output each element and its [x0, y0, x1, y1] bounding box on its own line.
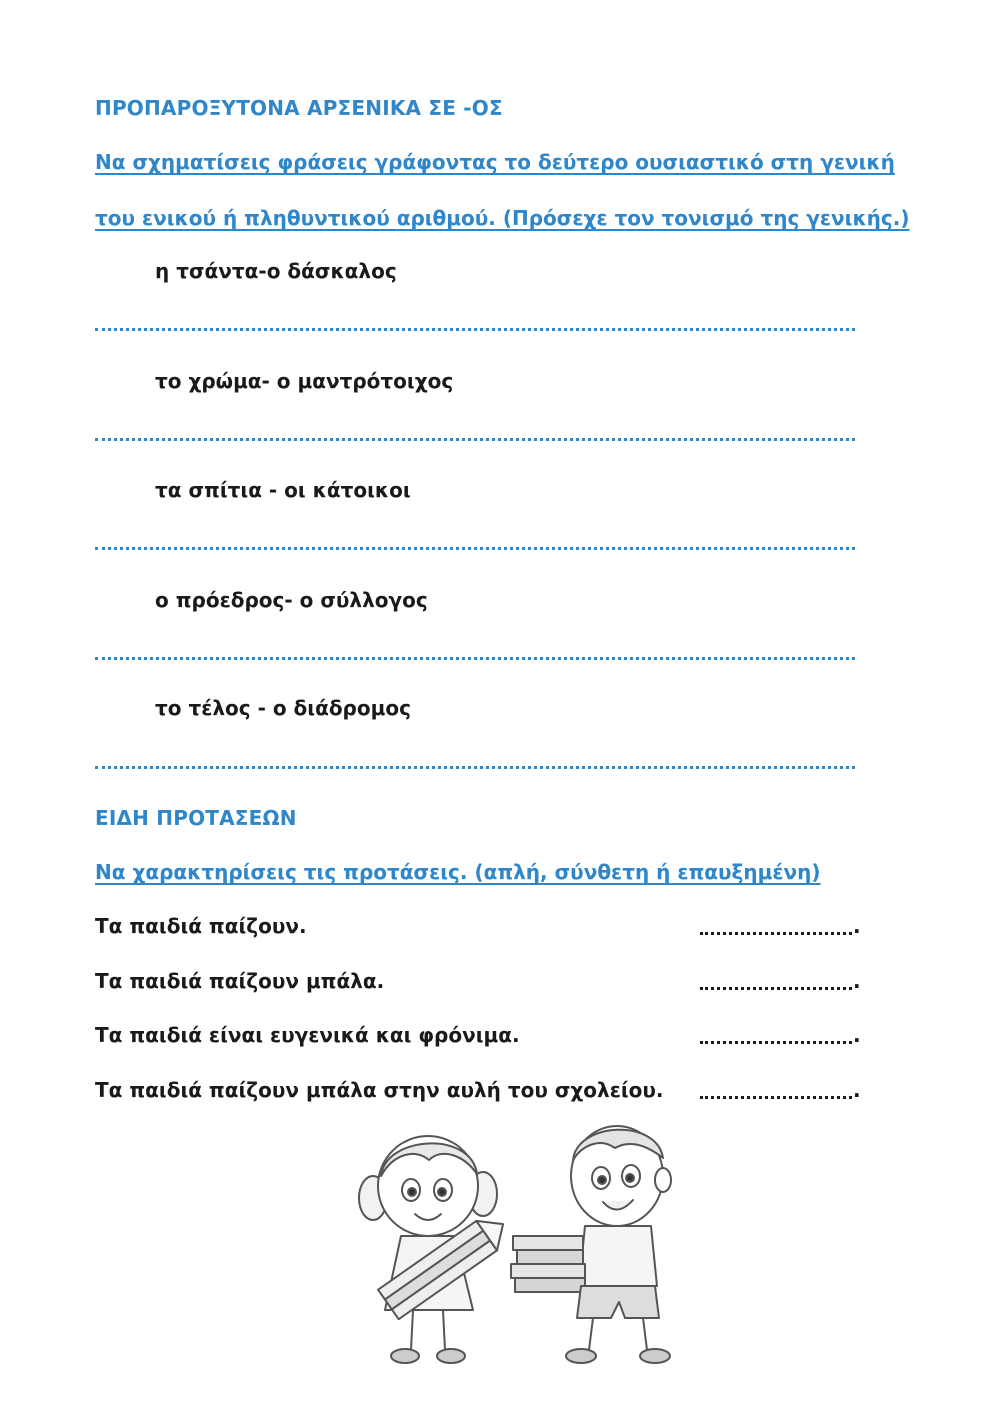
- blank-period-4: .: [853, 1078, 861, 1102]
- answer-line-2[interactable]: [95, 436, 855, 441]
- school-children-illustration: [345, 1118, 705, 1373]
- classification-blank-4[interactable]: [700, 1094, 852, 1099]
- classification-blank-3[interactable]: [700, 1039, 852, 1044]
- phrase-pair-2: το χρώμα- ο μαντρότοιχος: [155, 369, 454, 393]
- section2-heading: ΕΙΔΗ ΠΡΟΤΑΣΕΩΝ: [95, 806, 297, 830]
- phrase-pair-1: η τσάντα-ο δάσκαλος: [155, 259, 397, 283]
- phrase-pair-5: το τέλος - ο διάδρομος: [155, 696, 411, 720]
- sentence-2: Τα παιδιά παίζουν μπάλα.: [95, 969, 385, 993]
- boy-figure: [511, 1126, 671, 1363]
- classification-blank-2[interactable]: [700, 985, 852, 990]
- girl-figure: [359, 1136, 513, 1363]
- blank-period-2: .: [853, 969, 861, 993]
- sentence-4: Τα παιδιά παίζουν μπάλα στην αυλή του σχολείου.: [95, 1078, 664, 1102]
- answer-line-3[interactable]: [95, 545, 855, 550]
- sentence-1: Τα παιδιά παίζουν.: [95, 914, 307, 938]
- section1-instruction-line1: Να σχηματίσεις φράσεις γράφοντας το δεύτερο ουσιαστικό στη γενική: [95, 150, 895, 174]
- answer-line-1[interactable]: [95, 326, 855, 331]
- section1-instruction-line2: του ενικού ή πληθυντικού αριθμού. (Πρόσεχε τον τονισμό της γενικής.): [95, 206, 910, 230]
- blank-period-3: .: [853, 1023, 861, 1047]
- section1-heading: ΠΡΟΠΑΡΟΞΥΤΟΝΑ ΑΡΣΕΝΙΚΑ ΣΕ -ΟΣ: [95, 96, 503, 120]
- sentence-3: Τα παιδιά είναι ευγενικά και φρόνιμα.: [95, 1023, 520, 1047]
- classification-blank-1[interactable]: [700, 930, 852, 935]
- blank-period-1: .: [853, 914, 861, 938]
- section2-instruction: Να χαρακτηρίσεις τις προτάσεις. (απλή, σύνθετη ή επαυξημένη): [95, 860, 821, 884]
- answer-line-5[interactable]: [95, 764, 855, 769]
- phrase-pair-4: ο πρόεδρος- ο σύλλογος: [155, 588, 428, 612]
- phrase-pair-3: τα σπίτια - οι κάτοικοι: [155, 478, 411, 502]
- answer-line-4[interactable]: [95, 655, 855, 660]
